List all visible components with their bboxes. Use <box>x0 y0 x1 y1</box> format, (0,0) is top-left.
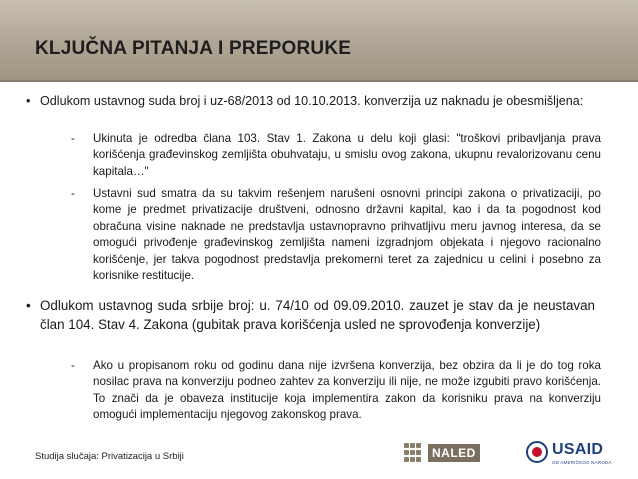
bullet-item <box>26 296 595 334</box>
slide-header <box>0 0 638 82</box>
bullet-item <box>26 92 595 110</box>
usaid-seal-icon <box>526 441 548 463</box>
usaid-logo <box>526 438 612 468</box>
dash-marker: - <box>71 187 75 200</box>
bullet-marker: • <box>26 298 31 313</box>
dash-marker: - <box>71 132 75 145</box>
usaid-logo-text: USAID <box>552 441 604 458</box>
sub-item <box>71 186 601 284</box>
sub-item-text: Ukinuta je odredba člana 103. Stav 1. Zakona u delu koji glasi: "troškovi pribavljanja prava korišćenja građevinskog zemljišta obuhvataju, u smislu ovog zakona, ukupnu revalorizovanu cenu kapitala…" <box>93 132 601 178</box>
bullet-marker: • <box>26 94 31 108</box>
sub-item-text: Ustavni sud smatra da su takvim rešenjem narušeni osnovni principi zakona o privatizaciji, po kome je predmet privatizacije društveni, odnosno državni kapital, kao i da ta pogodnost kod obračuna visine naknade ne predstavlja ustavnopravno prihvatljivu meru javnog interesa, da se omogući privođenje građevinskog zemljišta nameni izgradnjom objekata i njegovo racionalno korišćenje, jer takva pogodnost predstavlja prekomerni teret za zajednicu u celini i posebno za korisnike restitucije. <box>93 187 601 283</box>
footer-caption: Studija slučaja: Privatizacija u Srbiji <box>35 451 184 462</box>
usaid-logo-subtext: OD AMERIČKOG NARODA <box>552 460 612 465</box>
bullet-text: Odlukom ustavnog suda broj i uz-68/2013 od 10.10.2013. konverzija uz naknadu je obesmišljena: <box>40 94 584 108</box>
sub-item <box>71 358 601 424</box>
naled-logo-text: NALED <box>428 444 480 462</box>
dash-marker: - <box>71 359 75 372</box>
naled-logo <box>403 441 483 465</box>
sub-item <box>71 131 601 180</box>
sub-item-text: Ako u propisanom roku od godinu dana nije izvršena konverzija, bez obzira da li je do tog roka nosilac prava na konverziju podneo zahtev za konverziju ili nije, ne može izgubiti pravo korišćenja. To znači da je obaveza institucije koja implementira zakon da korisniku prava na konverziju omogući implementaciju njegovog zakonskog prava. <box>93 359 601 422</box>
slide-title: KLJUČNA PITANJA I PREPORUKE <box>35 38 352 59</box>
bullet-text: Odlukom ustavnog suda srbije broj: u. 74/10 od 09.09.2010. zauzet je stav da je neustavan član 104. Stav 4. Zakona (gubitak prava korišćenja usled ne sprovođenja konverzije) <box>40 298 595 332</box>
naled-mark-icon <box>403 442 425 464</box>
